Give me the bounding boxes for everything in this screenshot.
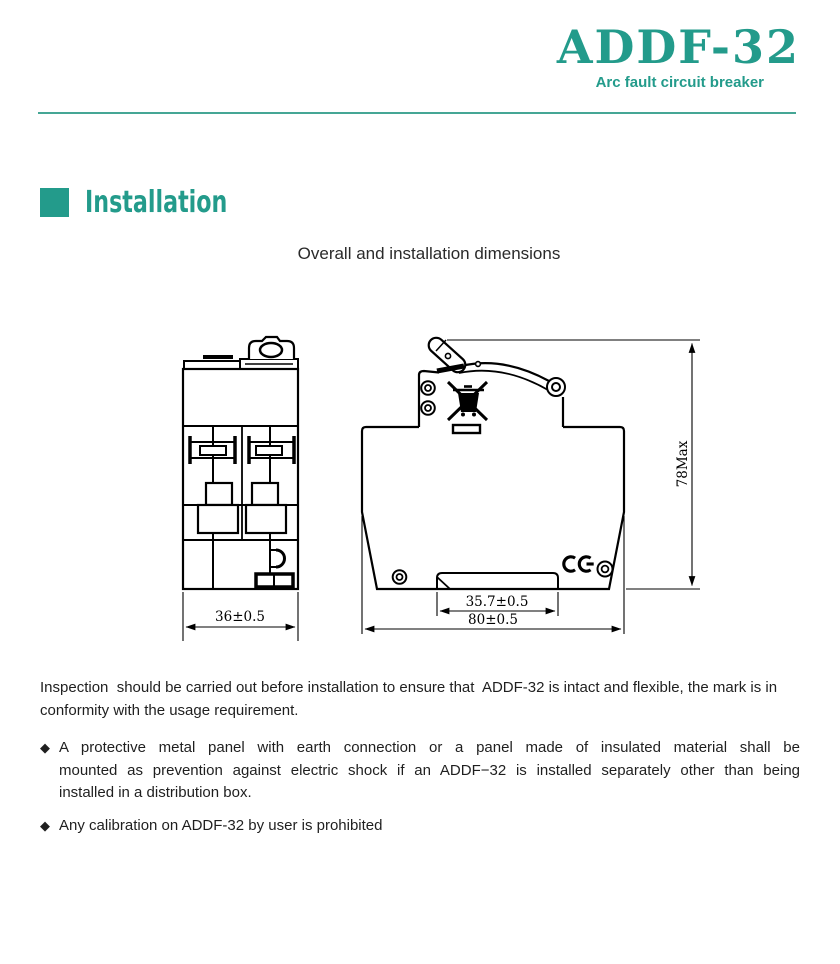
mounting-clip — [249, 337, 294, 359]
diamond-bullet-icon: ◆ — [40, 818, 50, 833]
drawing-caption: Overall and installation dimensions — [297, 244, 561, 263]
rivet — [421, 381, 435, 395]
recess-dimension: 35.7±0.5 — [465, 594, 529, 610]
rivet — [598, 562, 613, 577]
header-rule — [38, 112, 796, 114]
front-view-drawing — [183, 337, 298, 641]
pivot-rivet — [547, 378, 565, 396]
bullet-item-calibration — [40, 815, 800, 838]
intro-paragraph — [40, 677, 777, 722]
rivet — [421, 401, 435, 415]
brand-logo — [557, 22, 800, 91]
rivet — [393, 570, 407, 584]
din-rail-recess — [437, 573, 558, 589]
diamond-bullet-icon: ◆ — [40, 740, 50, 755]
back-view-drawing — [362, 335, 700, 634]
height-dimension: 78Max — [675, 440, 691, 488]
bullet-item-protective-panel — [40, 737, 800, 805]
weee-icon — [448, 382, 487, 420]
operating-lever — [426, 335, 469, 376]
section-title: Installation — [85, 185, 228, 220]
section-header — [40, 185, 277, 220]
section-square-icon — [40, 188, 69, 217]
bullet-line: mounted as prevention against electric shock if an ADDF−32 is installed separately other than being — [59, 761, 800, 779]
toggle-handles — [190, 436, 294, 464]
bullet-line: Any calibration on ADDF-32 by user is prohibited — [59, 817, 383, 834]
overall-width-dimension: 80±0.5 — [468, 612, 518, 628]
clip-hole — [260, 343, 282, 357]
product-tagline: Arc fault circuit breaker — [595, 74, 764, 91]
front-width-dimension: 36±0.5 — [215, 609, 265, 625]
label-slot — [453, 425, 480, 433]
intro-line: conformity with the usage requirement. — [40, 701, 299, 719]
bullet-line: installed in a distribution box. — [59, 784, 252, 801]
intro-line: Inspection should be carried out before installation to ensure that ADDF-32 is intact and flexible, the mark is in — [40, 679, 778, 696]
bullet-line: A protective metal panel with earth connection or a panel made of insulated material shall be — [59, 739, 800, 756]
product-name: ADDF-32 — [556, 20, 800, 74]
ce-mark-icon — [564, 557, 594, 571]
